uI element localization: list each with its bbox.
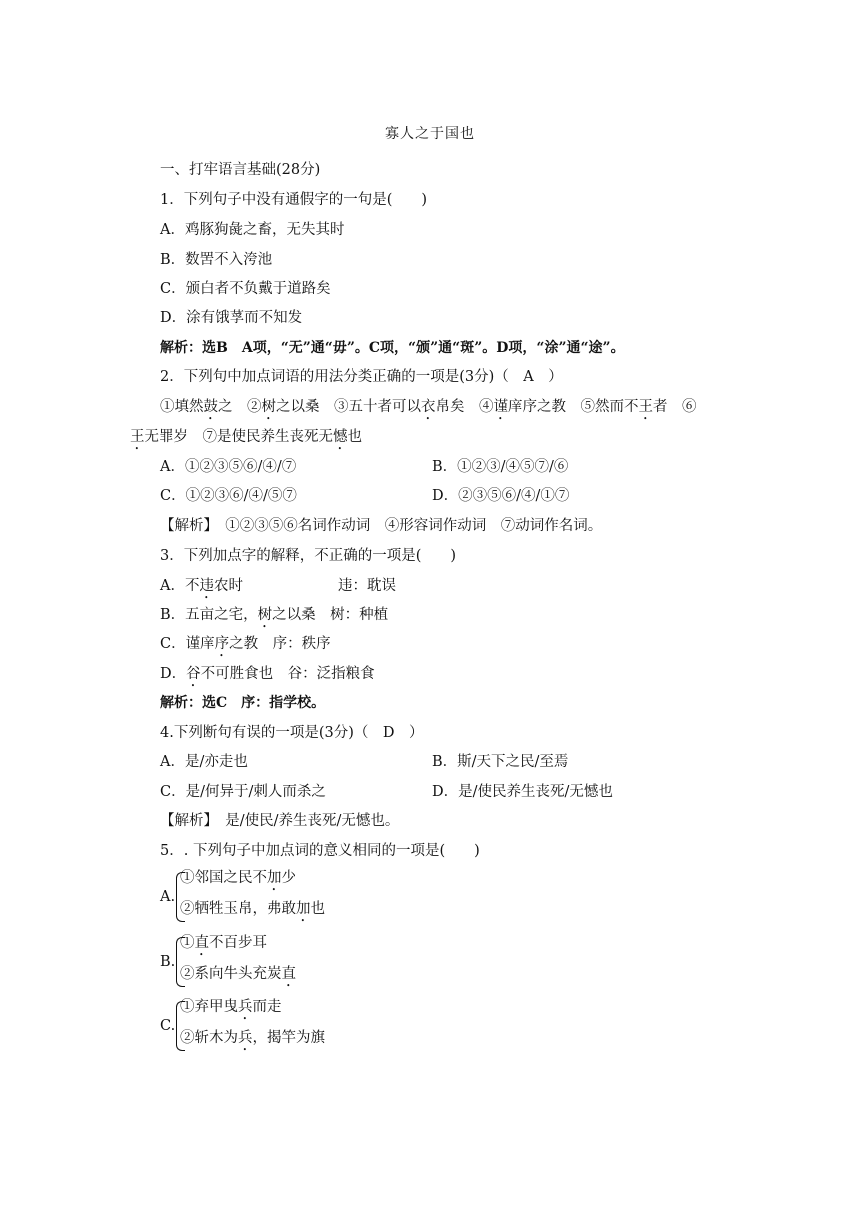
q2-items-line1: ①填然鼓之 ②树之以桑 ③五十者可以衣帛矣 ④谨庠序之教 ⑤然而不王者 ⑥ [160,399,697,415]
q2-option-b: B．①②③/④⑤⑦/⑥ [432,459,569,475]
q4-option-c: C．是/何异于/刺人而杀之 [160,784,326,800]
q1-option-b: B．数罟不入洿池 [160,252,273,268]
q5-stem: 5．. 下列句子中加点词的意义相同的一项是( ) [160,843,480,859]
q2-items-line2: 王无罪岁 ⑦是使民养生丧死无憾也 [130,429,362,445]
q1-stem: 1．下列句子中没有通假字的一句是( ) [160,192,428,208]
q4-option-b: B．斯/天下之民/至焉 [432,754,569,770]
q5-option-b-line1: ①直不百步耳 [180,935,267,951]
q1-option-c: C．颁白者不负戴于道路矣 [160,281,331,297]
page-title: 寡人之于国也 [385,126,475,142]
q1-option-d: D．涂有饿莩而不知发 [160,310,303,326]
q4-option-d: D．是/使民养生丧死/无憾也 [432,784,613,800]
q5-option-c-line1: ①弃甲曳兵而走 [180,999,282,1015]
q4-stem: 4.下列断句有误的一项是(3分)（ D ） [160,725,424,741]
q5-option-b-label: B. [160,954,176,970]
q2-option-a: A．①②③⑤⑥/④/⑦ [160,459,297,475]
q2-stem: 2．下列句中加点词语的用法分类正确的一项是(3分)（ A ） [160,369,563,385]
q4-option-a: A．是/亦走也 [160,754,248,770]
section-heading: 一、打牢语言基础(28分) [160,162,321,178]
q2-analysis: 【解析】 ①②③⑤⑥名词作动词 ④形容词作动词 ⑦动词作名词。 [160,518,603,534]
q5-option-c-label: C. [160,1018,176,1034]
q5-option-a-line1: ①邻国之民不加少 [180,870,296,886]
q5-option-b-line2: ②系向牛头充炭直 [180,966,296,982]
q5-option-a-line2: ②牺牲玉帛，弗敢加也 [180,901,325,917]
q1-option-a: A．鸡豚狗彘之畜，无失其时 [160,222,345,238]
q1-analysis: 解析：选B A项，“无”通“毋”。C项，“颁”通“斑”。D项，“涂”通“途”。 [160,340,625,356]
q3-stem: 3．下列加点字的解释，不正确的一项是( ) [160,548,457,564]
q3-option-d: D．谷不可胜食也 谷：泛指粮食 [160,666,375,682]
q5-option-a-label: A. [160,889,176,905]
q4-analysis: 【解析】 是/使民/养生丧死/无憾也。 [160,813,400,829]
q5-option-c-line2: ②斩木为兵，揭竿为旗 [180,1030,325,1046]
q3-option-c: C．谨庠序之教 序：秩序 [160,636,331,652]
q2-option-c: C．①②③⑥/④/⑤⑦ [160,488,297,504]
q3-option-a-explanation: 违：耽误 [338,578,396,594]
q3-option-a: A．不违农时 [160,578,243,594]
q2-option-d: D．②③⑤⑥/④/①⑦ [432,488,570,504]
q3-analysis: 解析：选C 序：指学校。 [160,695,326,711]
q3-option-b: B．五亩之宅，树之以桑 树：种植 [160,607,389,623]
